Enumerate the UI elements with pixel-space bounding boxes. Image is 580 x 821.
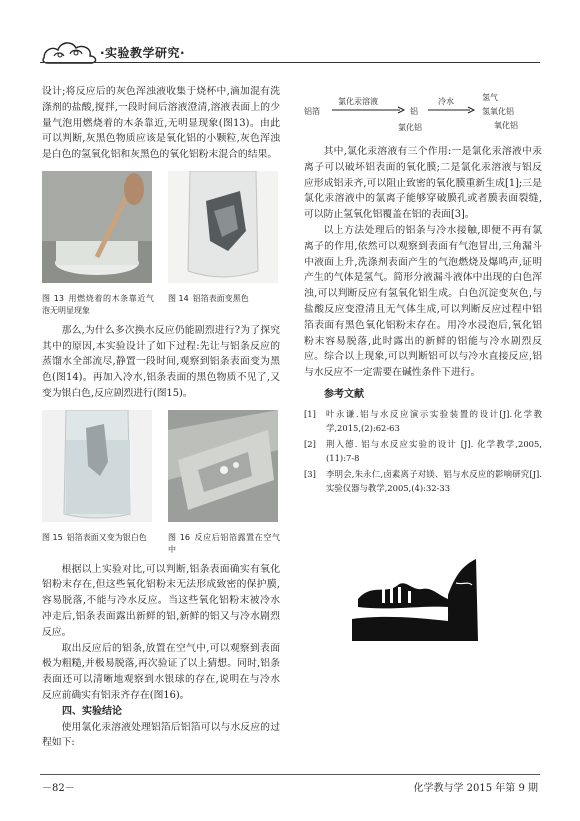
paragraph: 其中,氯化汞溶液有三个作用:一是氯化汞溶液中汞离子可以破坏铝表面的氧化膜;二是氯化汞溶液与铝反应形成铝汞齐,可以阻止致密的氧化膜重新生成[1];三是氯化汞溶液中的氯离子能够穿破膜孔或者膜表面裂缝,可以防止氢氧化铝覆盖在铝的表面[3]。 (304, 146, 542, 221)
scheme-reagent-2: 冷水 (438, 97, 454, 106)
scheme-mid: 铝 (410, 107, 418, 116)
figure-caption (42, 293, 154, 317)
figure-caption-text: 铝箔表面又变为银白色 (66, 532, 147, 542)
reference-index: [1] (304, 408, 316, 419)
scheme-start: 铝箔 (304, 107, 320, 116)
paragraph: 使用氯化汞溶液处理铝箔后铝箔可以与水反应的过程如下: (42, 721, 280, 749)
header-divider (40, 62, 540, 63)
paragraph: 根据以上实验对比,可以判断,铝条表面确实有氧化铝粉末存在,但这些氧化铝粉末无法形成致密的保护膜,容易脱落,不能与冷水反应。当这些氧化铝粉末被冷水冲走后,铝条表面露出新鲜的铝,新鲜的铝又与冷水剧烈反应。 (42, 563, 280, 638)
section-title: ·实验教学研究· (100, 46, 186, 60)
reference-text: 荆入德. 铝与水反应实验的设计 [J]. 化学教学,2005,(11):7-8 (326, 438, 542, 463)
reaction-scheme (304, 84, 542, 142)
footer-divider (40, 774, 540, 775)
figure-caption-text: 用燃烧着的木条靠近气泡无明显现象 (42, 293, 154, 315)
reference-text: 李明会,朱永仁,卤素离子对镁、铝与水反应的影响研究[J].实验仪器与教学,2005,(4):32-33 (326, 468, 542, 493)
scheme-product-2: 氢氧化铝 (482, 107, 514, 116)
landscape-illustration (352, 555, 480, 645)
journal-issue: 化学教与学 2015 年第 9 期 (413, 783, 538, 794)
figure-row (42, 410, 280, 556)
scheme-product-1: 氢气 (482, 93, 498, 102)
arrow-icon (428, 106, 476, 114)
figure-caption (168, 293, 280, 305)
reference-item (304, 437, 542, 465)
figure-number: 图 14 (168, 293, 189, 303)
figure-row (42, 171, 280, 317)
reference-index: [3] (304, 468, 316, 479)
figure-14 (168, 171, 280, 317)
section-heading: 四、实验结论 (62, 705, 122, 717)
photo-black-foil (168, 171, 278, 283)
figure-caption (168, 532, 280, 556)
left-column (42, 84, 280, 751)
figure-number: 图 13 (42, 293, 64, 303)
figure-number: 图 16 (168, 532, 190, 542)
figure-caption-text: 铝箔表面变黑色 (192, 293, 249, 303)
paragraph: 那么,为什么多次换水反应仍能剧烈进行?为了探究其中的原因,本实验设计了如下过程:先让与铝条反应的蒸馏水全部流尽,静置一段时间,观察到铝条表面变为黑色(图14)。再加入冷水,铝条表面的黑色物质不见了,又变为银白色,反应剧烈进行(图15)。 (42, 324, 280, 399)
figure-15 (42, 410, 154, 556)
figure-caption-text: 反应后铝箔露置在空气中 (168, 532, 280, 554)
photo-foil-in-air (168, 410, 278, 522)
references-list (304, 407, 542, 495)
paragraph: 以上方法处理后的铝条与冷水接触,即便不再有氯离子的作用,依然可以观察到表面有气泡冒出,三角漏斗中液面上升,洗涤剂表面产生的气泡燃烧及爆鸣声,证明产生的气体是氢气。简形分液漏斗液体中出现的白色浑浊,可以判断反应有氢氧化铝生成。白色沉淀变灰色,与盐酸反应变澄清且无气体生成,可以判断反应过程中铝箔表面有黑色氧化铝粉末存在。用冷水浸泡后,氧化铝粉末容易脱落,此时露出的新鲜的铝能与冷水剧烈反应。综合以上现象,可以判断铝可以与冷水直接反应,铝与水反应不一定需要在碱性条件下进行。 (304, 224, 542, 379)
figure-number: 图 15 (42, 532, 63, 542)
arrow-icon (332, 106, 406, 114)
figure-13 (42, 171, 154, 317)
figure-caption (42, 532, 154, 544)
reference-item (304, 407, 542, 435)
paragraph: 设计;将反应后的灰色浑浊液收集于烧杯中,滴加混有洗涤剂的盐酸,搅拌,一段时间后溶液澄清,溶液表面上的少量气泡用燃烧着的木条靠近,无明显现象(图13)。由此可以判断,灰黑色物质应该是氧化铝的小颗粒,灰色浑浊是白色的氢氧化铝和灰黑色的氧化铝粉末混合的结果。 (42, 86, 280, 161)
page-number: －82－ (42, 783, 75, 794)
reference-index: [2] (304, 438, 316, 449)
scheme-mid-sub: 氯化铝 (398, 123, 422, 132)
scheme-reagent-1: 氯化汞溶液 (338, 97, 378, 106)
references-heading: 参考文献 (324, 388, 364, 400)
photo-silver-foil (42, 410, 152, 522)
reference-text: 叶永谦.铝与水反应演示实验装置的设计[J].化学教学,2015,(2):62-63 (326, 408, 542, 433)
photo-burning-stick (42, 171, 152, 283)
scheme-product-3: 氧化铝 (494, 121, 518, 130)
right-column (304, 84, 542, 497)
page-header (0, 36, 580, 66)
figure-16 (168, 410, 280, 556)
paragraph: 取出反应后的铝条,放置在空气中,可以观察到表面极为粗糙,并极易脱落,再次验证了以上猜想。同时,铝条表面还可以清晰地观察到水银球的存在,说明在与冷水反应前确实有铝汞齐存在(图16)。 (42, 642, 280, 701)
reference-item (304, 467, 542, 495)
